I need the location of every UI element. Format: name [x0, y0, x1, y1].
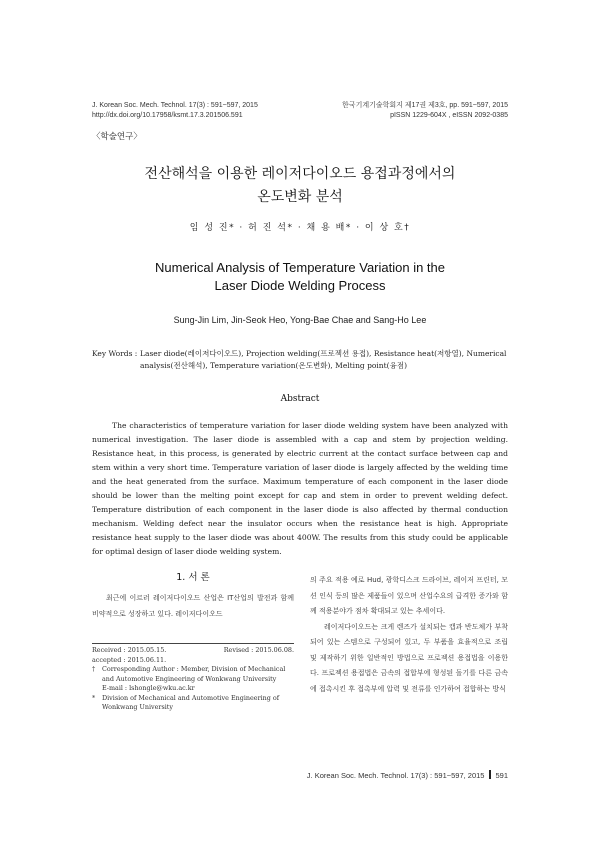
keywords	[92, 348, 508, 372]
received-revised-row	[92, 646, 294, 656]
abstract-heading: Abstract	[280, 394, 320, 404]
asterisk-mark: *	[92, 693, 96, 702]
english-authors: Sung-Jin Lim, Jin-Seok Heo, Yong-Bae Chae and Sang-Ho Lee	[173, 315, 427, 325]
page-footer	[307, 770, 508, 780]
introduction-paragraph-left: 최근에 이르러 레이저다이오드 산업은 IT산업의 발전과 함께 비약적으로 성장하고 있다. 레이저다이오드	[92, 594, 294, 618]
footer-separator	[489, 770, 491, 779]
accepted-date: accepted : 2015.06.11.	[92, 655, 167, 664]
footer-citation: J. Korean Soc. Mech. Technol. 17(3) : 591~597, 2015	[306, 771, 485, 780]
korean-title-line2: 온도변화 분석	[257, 189, 343, 205]
doi-link[interactable]: http://dx.doi.org/10.17958/ksmt.17.3.201506.591	[92, 112, 243, 119]
article-type: 〈학술연구〉	[92, 132, 142, 142]
english-title-line2: Laser Diode Welding Process	[214, 278, 386, 293]
introduction-paragraph-right-2: 레이저다이오드는 크게 렌즈가 설치되는 캡과 반도체가 부착되어 있는 스템으로 구성되어 있고, 두 부품을 효율적으로 조립 및 제작하기 위한 일반적인 방법으로 프로젝션 용접법을 이용한다. 프로젝션 용접법은 금속의 접합부에 형성된 돌기를 다른 금속에 접촉시킨 후 접촉부에 압력 및 전류를 인가하여 접합하는 방식	[310, 622, 508, 693]
journal-header-left	[92, 101, 258, 121]
english-title	[0, 259, 600, 295]
footnotes	[92, 643, 294, 713]
abstract-text: The characteristics of temperature variation for laser diode welding system have been analyzed with numerical investigation. The laser diode is assembled with a cap and stem by projection welding. Resistance heat, in this process, is generated by electric current at the contact surface between cap and stem within a very short time. Temperature variation of laser diode is largely affected by the welding time and the heat generated from the surface. Maximum temperature of each component in the laser diode should be lower than the melting point except for cap and stem in order to prevent welding defect. Temperature distribution of each component in the laser diode is also affected by thermal conduction mechanism. Welding defect near the insulator occurs when the resistance heat is high. Appropriate resistance heat supply to the laser diode was about 400W. The results from this study could be applicable for optimal design of laser diode welding system.	[92, 421, 508, 556]
corresponding-author-note	[92, 665, 294, 694]
received-date: Received : 2015.05.15.	[92, 646, 167, 654]
english-title-line1: Numerical Analysis of Temperature Variation in the	[155, 260, 445, 275]
journal-header-right	[342, 101, 508, 121]
korean-authors: 임 성 진* · 허 진 석* · 채 용 배* · 이 상 호†	[189, 223, 411, 233]
journal-citation-korean: 한국기계기술학회지 제17권 제3호, pp. 591~597, 2015	[342, 102, 508, 109]
affiliation-text: Division of Mechanical and Automotive Engineering of Wonkwang University	[102, 693, 280, 711]
page-number: 591	[495, 771, 508, 780]
issn-info: pISSN 1229-604X , eISSN 2092-0385	[390, 112, 508, 119]
introduction-paragraph-right-1: 의 주요 적용 예로 Hud, 광학디스크 드라이브, 레이저 프린터, 모션 인식 등의 많은 제품들이 있으며 산업수요의 급격한 증가와 함께 적용분야가 점차 확대되고 있는 추세이다.	[310, 576, 508, 615]
left-column	[92, 569, 294, 622]
korean-title-line1: 전산해석을 이용한 레이저다이오드 용접과정에서의	[144, 166, 456, 182]
revised-date: Revised : 2015.06.08.	[223, 646, 294, 654]
keywords-text: Laser diode(레이저다이오드), Projection welding(프로젝션 용접), Resistance heat(저항열), Numerical analysis(전산해석), Temperature variation(온도변화), Melting point(융점)	[140, 349, 507, 370]
introduction-heading: 1. 서 론	[176, 572, 210, 583]
author-email[interactable]: E-mail : lshongle@wku.ac.kr	[102, 684, 195, 692]
right-column	[310, 573, 508, 697]
corresponding-author-text: Corresponding Author : Member, Division of Mechanical and Automotive Engineering of Wonkwang University	[102, 665, 286, 683]
korean-title	[0, 163, 600, 209]
dagger-mark: †	[92, 665, 96, 673]
keywords-label: Key Words :	[92, 349, 138, 358]
affiliation-note	[92, 694, 294, 713]
journal-citation: J. Korean Soc. Mech. Technol. 17(3) : 591~597, 2015	[92, 102, 258, 109]
